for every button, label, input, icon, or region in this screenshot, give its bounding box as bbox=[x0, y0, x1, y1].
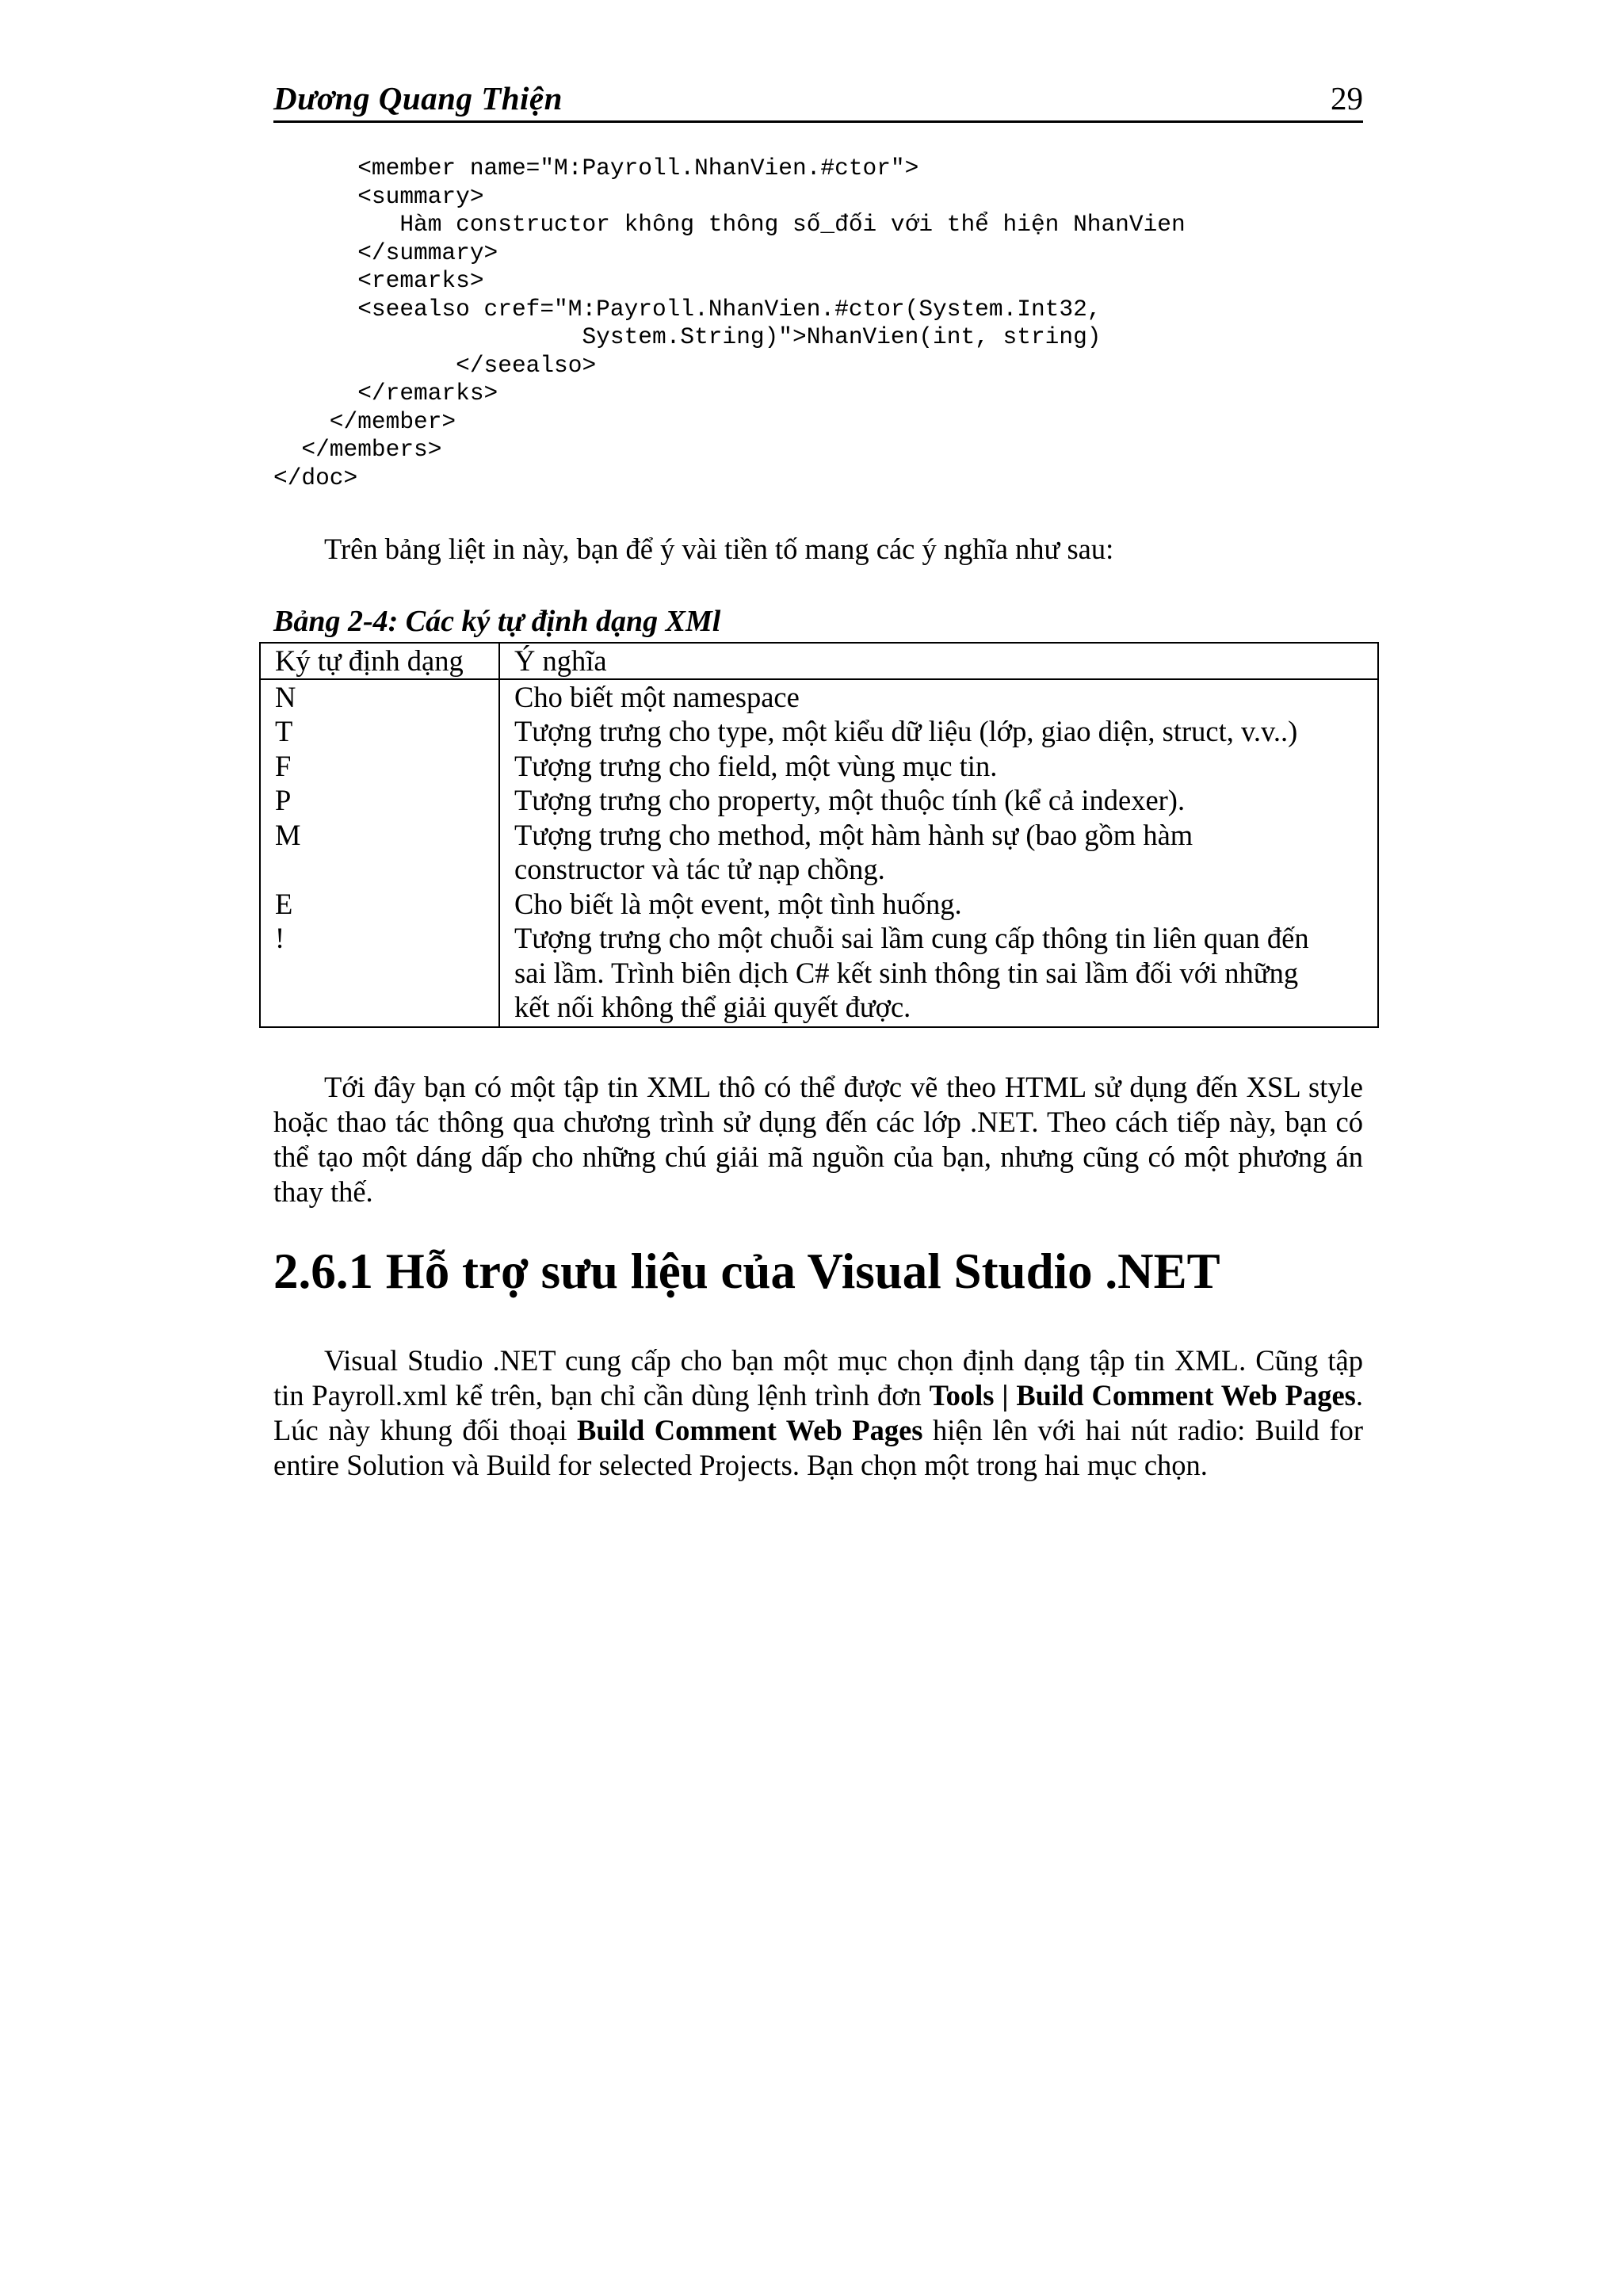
table-cell-code: M bbox=[260, 818, 499, 887]
code-line: System.String)">NhanVien(int, string) bbox=[273, 323, 1102, 350]
code-line: </members> bbox=[273, 436, 442, 463]
intro-text: Trên bảng liệt in này, bạn để ý vài tiền tố mang các ý nghĩa như sau: bbox=[324, 533, 1114, 565]
table-row bbox=[260, 887, 1378, 922]
table-row bbox=[260, 818, 1378, 887]
table-caption: Bảng 2-4: Các ký tự định dạng XMl bbox=[273, 605, 721, 638]
table-header-meaning: Ý nghĩa bbox=[499, 643, 1378, 679]
meaning-line: Tượng trưng cho một chuỗi sai lầm cung cấp thông tin liên quan đến bbox=[514, 922, 1309, 954]
table-cell-meaning bbox=[499, 818, 1378, 887]
intro-paragraph bbox=[273, 532, 1363, 567]
table-row bbox=[260, 679, 1378, 715]
table-cell-code: ! bbox=[260, 921, 499, 1027]
meaning-line: Tượng trưng cho method, một hàm hành sự (bao gồm hàm bbox=[514, 818, 1193, 851]
table-cell-meaning: Cho biết là một event, một tình huống. bbox=[514, 887, 962, 920]
table-row bbox=[260, 749, 1378, 784]
table-header-row bbox=[260, 643, 1378, 679]
code-line: </remarks> bbox=[273, 380, 498, 407]
code-line: </seealso> bbox=[273, 351, 597, 379]
table-cell-meaning: Tượng trưng cho property, một thuộc tính (kể cả indexer). bbox=[514, 784, 1186, 816]
body-paragraph bbox=[273, 1070, 1363, 1209]
meaning-line: constructor và tác tử nạp chồng. bbox=[514, 853, 885, 885]
code-listing bbox=[273, 155, 1186, 492]
menu-command-text: Tools | Build Comment Web Pages bbox=[929, 1379, 1356, 1412]
table-cell-code: P bbox=[260, 783, 499, 818]
meaning-line: kết nối không thể giải quyết được. bbox=[514, 991, 911, 1023]
code-line: </doc> bbox=[273, 464, 358, 491]
page-header bbox=[273, 76, 1363, 123]
table-cell-meaning: Tượng trưng cho field, một vùng mục tin. bbox=[514, 749, 998, 782]
body-paragraph bbox=[273, 1343, 1363, 1483]
table-cell-meaning: Cho biết một namespace bbox=[514, 680, 800, 713]
code-line: </member> bbox=[273, 407, 456, 435]
table-row bbox=[260, 921, 1378, 1027]
code-line: <member name="M:Payroll.NhanVien.#ctor"> bbox=[273, 155, 919, 181]
format-characters-table bbox=[259, 642, 1379, 1028]
code-line: <seealso cref="M:Payroll.NhanVien.#ctor(System.Int32, bbox=[273, 295, 1102, 323]
table-row bbox=[260, 783, 1378, 818]
table-header-code: Ký tự định dạng bbox=[260, 643, 499, 679]
table-cell-code: F bbox=[260, 749, 499, 784]
meaning-line: sai lầm. Trình biên dịch C# kết sinh thông tin sai lầm đối với những bbox=[514, 956, 1299, 989]
code-line: <remarks> bbox=[273, 267, 484, 294]
code-line: </summary> bbox=[273, 239, 498, 266]
paragraph-text: hiện lên với hai nút radio: Build for entire Solution và Build for selected Projects. Bạn chọn một trong hai mục chọn. bbox=[273, 1414, 1363, 1481]
table-cell-code: T bbox=[260, 714, 499, 749]
table-cell-code: E bbox=[260, 887, 499, 922]
code-line: Hàm constructor không thông số_đối với thể hiện NhanVien bbox=[273, 211, 1186, 238]
table-cell-code: N bbox=[260, 679, 499, 715]
table-cell-meaning bbox=[499, 921, 1378, 1027]
dialog-name-text: Build Comment Web Pages bbox=[577, 1414, 923, 1446]
section-heading: 2.6.1 Hỗ trợ sưu liệu của Visual Studio .NET bbox=[273, 1244, 1220, 1299]
paragraph-text: Visual Studio .NET cung cấp cho bạn một mục chọn định dạng tập tin XML. Cũng tập tin Payroll.xml kể trên, bạn chỉ cần dùng lệnh trình đơn bbox=[273, 1344, 1363, 1412]
table-cell-meaning: Tượng trưng cho type, một kiểu dữ liệu (lớp, giao diện, struct, v.v..) bbox=[514, 715, 1298, 747]
table-row bbox=[260, 714, 1378, 749]
paragraph-text: . Lúc này khung đối thoại bbox=[273, 1379, 1363, 1446]
page-number: 29 bbox=[1331, 80, 1363, 117]
code-line: <summary> bbox=[273, 182, 484, 210]
header-author: Dương Quang Thiện bbox=[273, 80, 563, 117]
paragraph-text: Tới đây bạn có một tập tin XML thô có thể được vẽ theo HTML sử dụng đến XSL style hoặc thao tác thông qua chương trình sử dụng đến các lớp .NET. Theo cách tiếp này, bạn có thể tạo một dáng dấp cho những chú giải mã nguồn của bạn, nhưng cũng có một phương án thay thế. bbox=[273, 1071, 1363, 1208]
